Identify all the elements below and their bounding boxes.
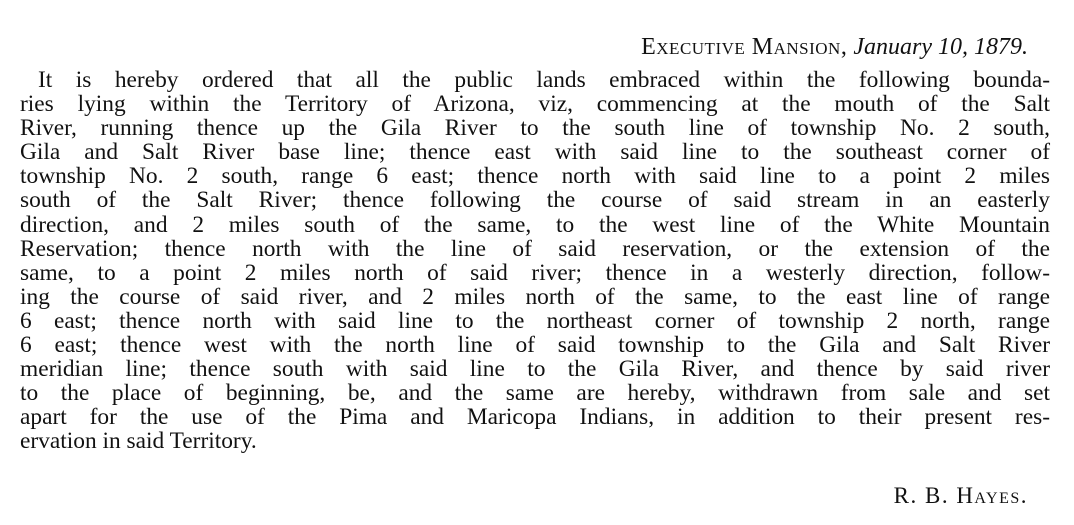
dateline-date: January 10, 1879.: [853, 34, 1028, 60]
body-line: 6 east; thence north with said line to the northeast corner of township 2 north, range: [20, 307, 1050, 334]
signature: R. B. Hayes.: [893, 483, 1028, 508]
body-line: ervation in said Territory.: [20, 428, 257, 455]
body-line: to the place of beginning, be, and the same are hereby, withdrawn from sale and set: [20, 380, 1050, 407]
body-line: direction, and 2 miles south of the same, to the west line of the White Mountain: [20, 211, 1050, 238]
body-line: River, running thence up the Gila River to the south line of township No. 2 south,: [20, 115, 1050, 142]
body-line: same, to a point 2 miles north of said river; thence in a westerly direction, follow-: [20, 259, 1050, 286]
body-line: south of the Salt River; thence following the course of said stream in an easterly: [20, 187, 1050, 214]
body-line: ries lying within the Territory of Arizona, viz, commencing at the mouth of the Salt: [20, 91, 1050, 118]
body-line: apart for the use of the Pima and Maricopa Indians, in addition to their present res-: [20, 404, 1050, 431]
body-line: meridian line; thence south with said line to the Gila River, and thence by said river: [20, 356, 1050, 383]
order-body: [20, 68, 1050, 454]
body-line: Gila and Salt River base line; thence east with said line to the southeast corner of: [20, 139, 1050, 166]
body-line: It is hereby ordered that all the public lands embraced within the following bounda-: [38, 67, 1050, 93]
body-line: 6 east; thence west with the north line of said township to the Gila and Salt River: [20, 332, 1050, 359]
dateline: [641, 33, 1028, 61]
body-line: township No. 2 south, range 6 east; thence north with said line to a point 2 miles: [20, 163, 1050, 190]
body-line: Reservation; thence north with the line of said reservation, or the extension of the: [20, 235, 1050, 262]
body-line: ing the course of said river, and 2 miles north of the same, to the east line of range: [20, 283, 1050, 310]
dateline-place: Executive Mansion,: [641, 34, 848, 60]
